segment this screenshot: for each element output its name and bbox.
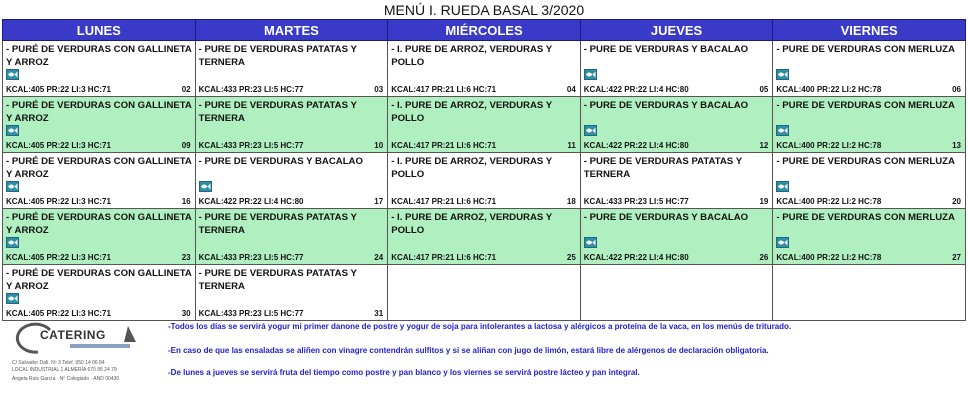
logo-address-2: LOCAL INDUSTRIAL 1 ALMERÍA 670 95 24 79 [12, 367, 117, 373]
dish-name: - PURE DE VERDURAS Y BACALAO [583, 212, 749, 223]
day-header: JUEVES [580, 20, 773, 41]
fish-allergen-icon [584, 237, 597, 248]
logo-name: CATERING [40, 328, 106, 342]
note-fruit: -De lunes a jueves se servirá fruta del tiempo como postre y pan blanco y los viernes se servirá postre lácteo y pan integral. [168, 368, 640, 377]
day-number: 09 [181, 141, 191, 150]
menu-cell [3, 265, 196, 321]
menu-cell [3, 209, 196, 265]
nutrition-info: KCAL:433 PR:23 LI:5 HC:77 [198, 85, 304, 94]
fish-allergen-icon [6, 293, 19, 304]
nutrition-info: KCAL:405 PR:22 LI:3 HC:71 [6, 253, 111, 262]
menu-cell [195, 209, 388, 265]
menu-cell [388, 97, 581, 153]
menu-cell [3, 41, 196, 97]
day-number: 06 [952, 85, 961, 94]
menu-cell [580, 97, 773, 153]
fish-allergen-icon [776, 69, 789, 80]
day-header-row [3, 20, 966, 41]
fish-allergen-icon [199, 181, 212, 192]
menu-cell [773, 209, 966, 265]
dish-name: - PURÉ DE VERDURAS CON GALLINETA Y ARROZ [6, 100, 192, 124]
nutrition-info: KCAL:405 PR:22 LI:3 HC:71 [6, 309, 111, 318]
nutrition-info: KCAL:405 PR:22 LI:3 HC:71 [6, 141, 111, 150]
dish-name: - PURE DE VERDURAS PATATAS Y TERNERA [198, 100, 357, 124]
week-row [3, 209, 966, 265]
nutrition-info: KCAL:433 PR:23 LI:5 HC:77 [198, 141, 304, 150]
dish-name: - PURE DE VERDURAS CON MERLUZA [776, 212, 955, 223]
fish-allergen-icon [6, 69, 19, 80]
fish-allergen-icon [776, 237, 789, 248]
fish-allergen-icon [584, 125, 597, 136]
dish-name: - PURE DE VERDURAS Y BACALAO [583, 100, 749, 111]
day-header: MARTES [195, 20, 388, 41]
fish-allergen-icon [6, 237, 19, 248]
dish-name: - PURE DE VERDURAS CON MERLUZA [776, 156, 955, 167]
fish-allergen-icon [776, 125, 789, 136]
day-number: 03 [374, 85, 384, 94]
week-row [3, 97, 966, 153]
nutrition-info: KCAL:422 PR:22 LI:4 HC:80 [198, 197, 304, 206]
note-yogurt: -Todos los días se servirá yogur mi primer danone de postre y yogur de soja para intolerantes a lactosa y alérgicos a proteína de la vaca, en los menús de triturado. [168, 322, 792, 331]
fish-allergen-icon [6, 181, 19, 192]
menu-cell [773, 153, 966, 209]
menu-body [3, 41, 966, 321]
dish-name: - I. PURE DE ARROZ, VERDURAS Y POLLO [391, 156, 552, 180]
day-header: LUNES [3, 20, 196, 41]
dish-name: - I. PURE DE ARROZ, VERDURAS Y POLLO [391, 212, 552, 236]
week-row [3, 153, 966, 209]
day-number: 17 [374, 197, 384, 206]
nutrition-info: KCAL:405 PR:22 LI:3 HC:71 [6, 197, 111, 206]
nutrition-info: KCAL:433 PR:23 LI:5 HC:77 [198, 253, 304, 262]
nutrition-info: KCAL:400 PR:22 LI:2 HC:78 [776, 141, 882, 150]
menu-cell [773, 41, 966, 97]
dish-name: - I. PURE DE ARROZ, VERDURAS Y POLLO [391, 44, 552, 68]
day-number: 27 [952, 253, 961, 262]
nutrition-info: KCAL:400 PR:22 LI:2 HC:78 [776, 85, 882, 94]
day-number: 30 [181, 309, 191, 318]
menu-cell [3, 153, 196, 209]
day-number: 13 [952, 141, 961, 150]
menu-title: MENÚ I. RUEDA BASAL 3/2020 [383, 2, 585, 18]
nutrition-info: KCAL:417 PR:21 LI:6 HC:71 [391, 197, 497, 206]
nutrition-info: KCAL:417 PR:21 LI:6 HC:71 [391, 85, 497, 94]
day-number: 12 [759, 141, 769, 150]
fish-allergen-icon [776, 181, 789, 192]
nutrition-info: KCAL:400 PR:22 LI:2 HC:78 [776, 197, 882, 206]
nutrition-info: KCAL:433 PR:23 LI:5 HC:77 [198, 309, 304, 318]
week-row [3, 41, 966, 97]
day-number: 23 [181, 253, 191, 262]
menu-cell [388, 153, 581, 209]
week-row [3, 265, 966, 321]
day-number: 05 [759, 85, 769, 94]
nutrition-info: KCAL:417 PR:21 LI:6 HC:71 [391, 253, 497, 262]
dish-name: - PURE DE VERDURAS PATATAS Y TERNERA [198, 212, 357, 236]
dish-name: - PURÉ DE VERDURAS CON GALLINETA Y ARROZ [6, 212, 192, 236]
nutrition-info: KCAL:422 PR:22 LI:4 HC:80 [583, 141, 689, 150]
day-number: 31 [374, 309, 384, 318]
day-number: 02 [181, 85, 191, 94]
menu-cell [195, 153, 388, 209]
nutrition-info: KCAL:433 PR:23 LI:5 HC:77 [583, 197, 689, 206]
logo-nutritionist: Ángela Ruiz García · Nº Colegiado · AND 00430 [12, 376, 120, 382]
menu-cell [388, 209, 581, 265]
dish-name: - PURE DE VERDURAS Y BACALAO [198, 156, 363, 167]
menu-cell [195, 41, 388, 97]
nutrition-info: KCAL:422 PR:22 LI:4 HC:80 [583, 253, 689, 262]
dish-name: - PURE DE VERDURAS PATATAS Y TERNERA [198, 44, 357, 68]
logo-address: C/ Salvador Dalí, Nº 3 Telef. 950 14 06 84 [12, 360, 105, 366]
dish-name: - PURE DE VERDURAS PATATAS Y TERNERA [583, 156, 742, 180]
day-number: 26 [759, 253, 769, 262]
nutrition-info: KCAL:417 PR:21 LI:6 HC:71 [391, 141, 497, 150]
day-number: 11 [567, 141, 576, 150]
dish-name: - PURE DE VERDURAS PATATAS Y TERNERA [198, 268, 357, 292]
day-number: 20 [952, 197, 961, 206]
dish-name: - PURÉ DE VERDURAS CON GALLINETA Y ARROZ [6, 156, 192, 180]
day-number: 19 [759, 197, 769, 206]
day-number: 25 [566, 253, 576, 262]
empty-cell [580, 265, 773, 321]
day-number: 16 [181, 197, 191, 206]
menu-cell [388, 41, 581, 97]
day-number: 24 [374, 253, 384, 262]
nutrition-info: KCAL:400 PR:22 LI:2 HC:78 [776, 253, 882, 262]
day-header: MIÉRCOLES [388, 20, 581, 41]
dish-name: - I. PURE DE ARROZ, VERDURAS Y POLLO [391, 100, 552, 124]
menu-cell [773, 97, 966, 153]
menu-table [2, 19, 966, 321]
empty-cell [773, 265, 966, 321]
day-number: 04 [566, 85, 576, 94]
fish-allergen-icon [584, 69, 597, 80]
dish-name: - PURÉ DE VERDURAS CON GALLINETA Y ARROZ [6, 268, 192, 292]
menu-cell [580, 209, 773, 265]
dish-name: - PURE DE VERDURAS CON MERLUZA [776, 100, 955, 111]
catering-logo [10, 322, 160, 400]
day-number: 18 [566, 197, 576, 206]
day-header: VIERNES [773, 20, 966, 41]
dish-name: - PURE DE VERDURAS CON MERLUZA [776, 44, 955, 55]
nutrition-info: KCAL:405 PR:22 LI:3 HC:71 [6, 85, 111, 94]
note-salads: -En caso de que las ensaladas se aliñen con vinagre contendrán sulfitos y si se aliñan con jugo de limón, estará libre de alérgenos de declaración obligatoria. [168, 346, 769, 355]
menu-cell [3, 97, 196, 153]
menu-cell [580, 153, 773, 209]
empty-cell [388, 265, 581, 321]
dish-name: - PURÉ DE VERDURAS CON GALLINETA Y ARROZ [6, 44, 192, 68]
fish-allergen-icon [6, 125, 19, 136]
menu-cell [195, 97, 388, 153]
dish-name: - PURE DE VERDURAS Y BACALAO [583, 44, 749, 55]
menu-cell [580, 41, 773, 97]
day-number: 10 [374, 141, 384, 150]
menu-cell [195, 265, 388, 321]
nutrition-info: KCAL:422 PR:22 LI:4 HC:80 [583, 85, 689, 94]
